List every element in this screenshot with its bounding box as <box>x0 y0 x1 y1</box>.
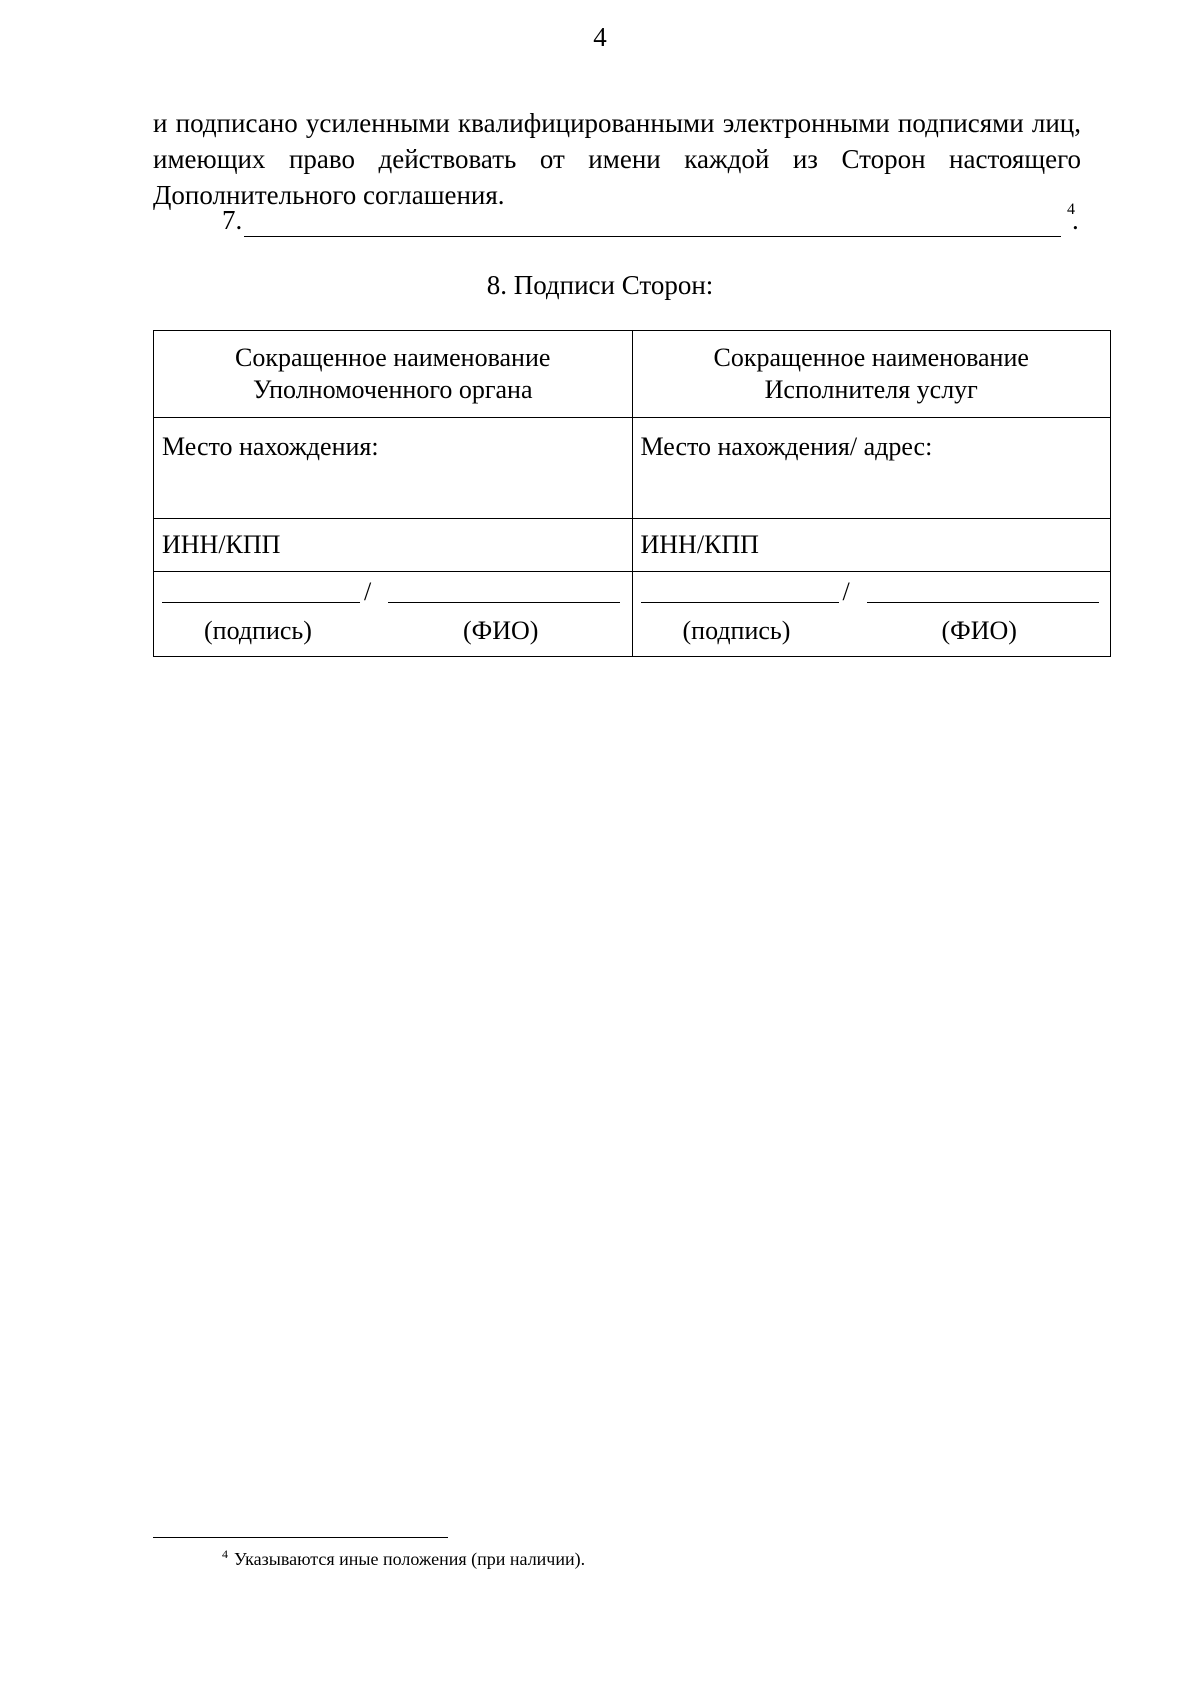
authority-signature-lines <box>158 572 628 614</box>
authority-address-cell: Место нахождения: <box>154 418 633 519</box>
table-row-inn <box>154 519 1111 572</box>
item-7-end: . <box>1072 205 1079 235</box>
item-7 <box>222 201 1102 241</box>
section-title: 8. Подписи Сторон: <box>486 270 714 300</box>
authority-signature-line <box>162 602 360 603</box>
authority-name-cell: Сокращенное наименование Уполномоченного органа <box>154 331 633 418</box>
authority-signature-cell <box>154 572 633 657</box>
footnote-separator <box>153 1537 448 1538</box>
contractor-signature-line <box>641 602 839 603</box>
contractor-name-line <box>867 602 1099 603</box>
contractor-address-cell: Место нахождения/ адрес: <box>632 418 1111 519</box>
contractor-signature-lines <box>637 572 1107 614</box>
contractor-name-cell: Сокращенное наименование Исполнителя услуг <box>632 331 1111 418</box>
footnote-number: 4 <box>222 1547 228 1561</box>
authority-slash: / <box>364 577 372 606</box>
authority-signature-caption: (подпись) <box>204 616 312 645</box>
page-number: 4 <box>593 22 607 52</box>
table-row-signature <box>154 572 1111 657</box>
authority-name-caption: (ФИО) <box>463 616 539 645</box>
signature-table <box>153 330 1111 657</box>
contractor-slash: / <box>842 577 850 606</box>
item-7-blank-line <box>244 236 1061 237</box>
contractor-inn-cell: ИНН/КПП <box>632 519 1111 572</box>
footnote-reference: 4 <box>1067 201 1075 218</box>
body-paragraph: и подписано усиленными квалифицированными электронными подписями лиц, имеющих право действовать от имени каждой из Сторон настоящего Дополнительного соглашения. <box>153 108 1081 210</box>
table-row-header <box>154 331 1111 418</box>
footnote-text: Указываются иные положения (при наличии). <box>234 1549 586 1569</box>
contractor-signature-caption: (подпись) <box>682 616 791 645</box>
authority-name-line <box>388 602 620 603</box>
table-row-address <box>154 418 1111 519</box>
authority-inn-cell: ИНН/КПП <box>154 519 633 572</box>
footnote <box>222 1547 585 1570</box>
contractor-name-caption: (ФИО) <box>941 616 1017 645</box>
contractor-signature-cell <box>632 572 1111 657</box>
contractor-signature-captions <box>637 614 1107 652</box>
authority-signature-captions <box>158 614 628 652</box>
item-7-number: 7. <box>222 205 243 235</box>
